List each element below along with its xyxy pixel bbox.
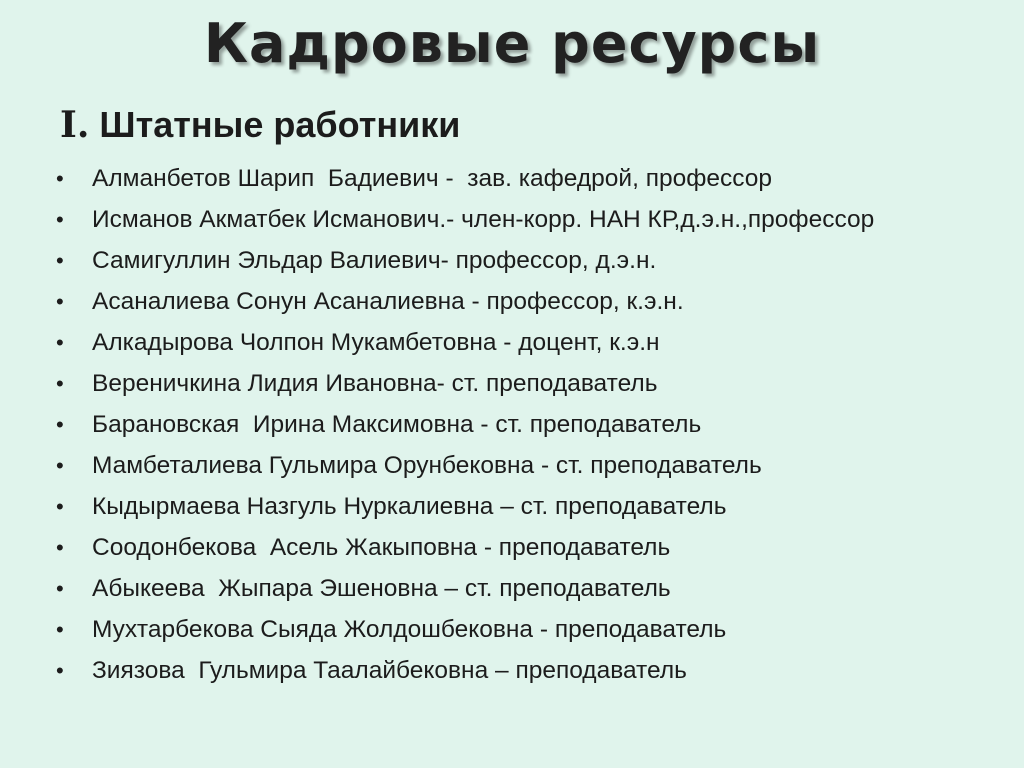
list-item [56,158,1016,199]
bullet-icon: • [56,453,64,478]
staff-entry: Исманов Акматбек Исманович.- член-корр. НАН КР,д.э.н.,профессор [92,206,875,233]
staff-entry: Мухтарбекова Сыяда Жолдошбековна - преподаватель [92,616,727,643]
list-item [56,322,1016,363]
staff-entry: Вереничкина Лидия Ивановна- ст. преподаватель [92,370,658,397]
bullet-icon: • [56,166,64,191]
list-item [56,281,1016,322]
staff-entry: Зиязова Гульмира Таалайбековна – преподаватель [92,657,687,684]
bullet-icon: • [56,207,64,232]
list-item [56,609,1016,650]
list-item [56,199,1016,240]
section-number: I. [60,104,90,146]
staff-entry: Кыдырмаева Назгуль Нуркалиевна – ст. преподаватель [92,493,727,520]
bullet-icon: • [56,576,64,601]
bullet-icon: • [56,371,64,396]
staff-entry: Мамбеталиева Гульмира Орунбековна - ст. преподаватель [92,452,762,479]
bullet-icon: • [56,494,64,519]
staff-entry: Абыкеева Жыпара Эшеновна – ст. преподаватель [92,575,671,602]
list-item [56,527,1016,568]
list-item [56,650,1016,691]
bullet-icon: • [56,289,64,314]
section-heading [60,104,460,146]
staff-list [56,158,1016,691]
bullet-icon: • [56,412,64,437]
staff-entry: Соодонбекова Асель Жакыповна - преподаватель [92,534,671,561]
list-item [56,404,1016,445]
bullet-icon: • [56,330,64,355]
staff-entry: Алманбетов Шарип Бадиевич - зав. кафедрой, профессор [92,165,773,192]
staff-entry: Барановская Ирина Максимовна - ст. преподаватель [92,411,702,438]
bullet-icon: • [56,617,64,642]
section-heading-text: Штатные работники [99,104,461,145]
list-item [56,240,1016,281]
list-item [56,486,1016,527]
bullet-icon: • [56,658,64,683]
list-item [56,568,1016,609]
staff-entry: Самигуллин Эльдар Валиевич- профессор, д.э.н. [92,247,657,274]
list-item [56,445,1016,486]
staff-entry: Алкадырова Чолпон Мукамбетовна - доцент, к.э.н [92,329,660,356]
slide-title: Кадровые ресурсы [203,12,821,75]
bullet-icon: • [56,248,64,273]
list-item [56,363,1016,404]
staff-entry: Асаналиева Сонун Асаналиевна - профессор, к.э.н. [92,288,684,315]
bullet-icon: • [56,535,64,560]
